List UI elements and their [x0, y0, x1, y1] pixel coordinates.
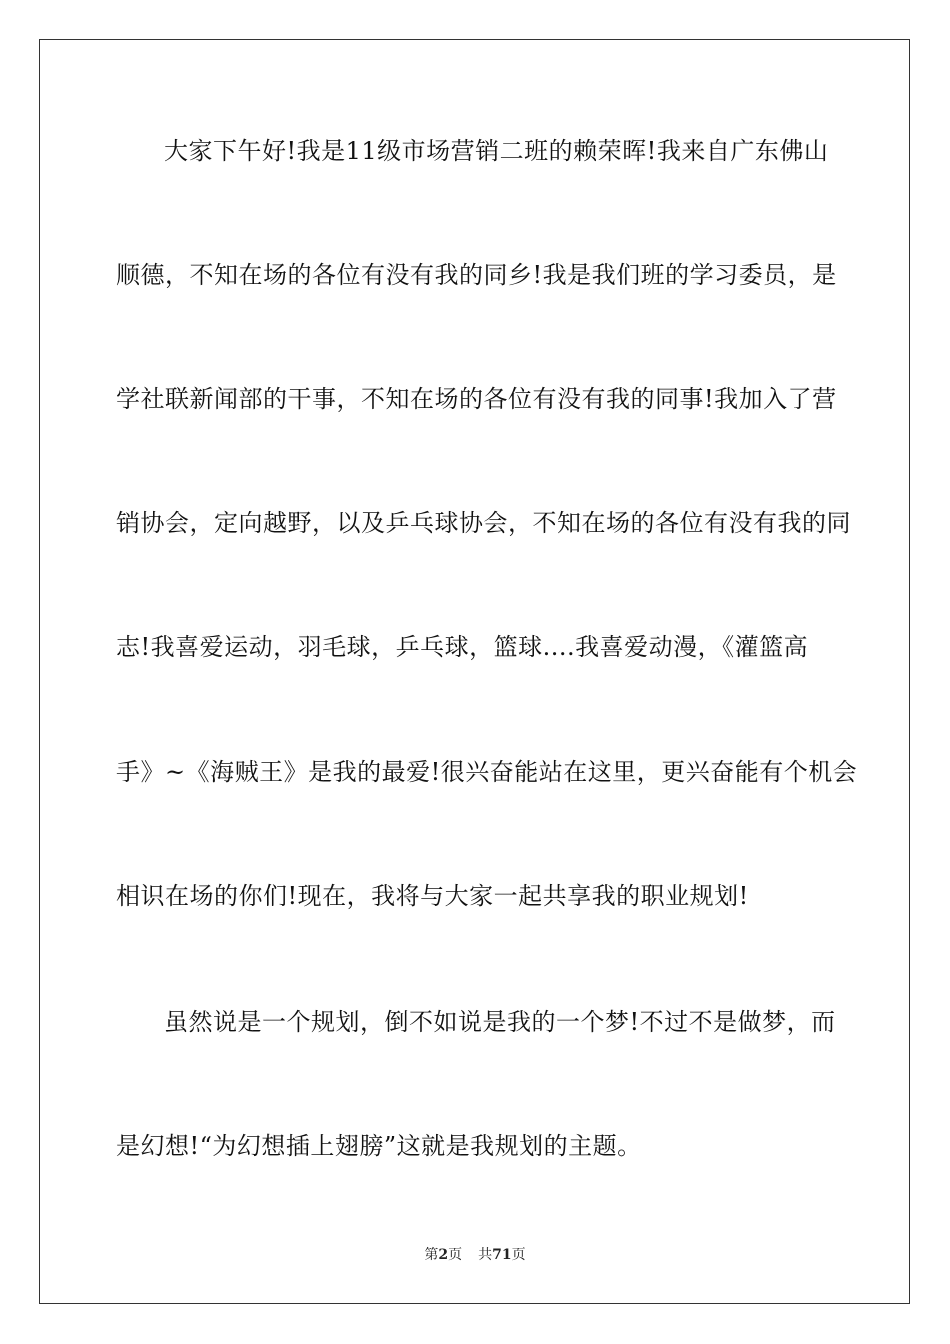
total-page-count: 71 [492, 1247, 512, 1263]
page-border [39, 39, 910, 1304]
paragraph-1-line-7: 相识在场的你们!现在，我将与大家一起共享我的职业规划! [116, 882, 749, 910]
paragraph-1-line-5: 志!我喜爱运动，羽毛球，乒乓球，篮球....我喜爱动漫，《灌篮高 [116, 633, 809, 661]
page-suffix: 页 [448, 1247, 463, 1263]
paragraph-2-line-2: 是幻想!“为幻想插上翅膀”这就是我规划的主题。 [116, 1132, 642, 1160]
current-page-number: 2 [438, 1247, 449, 1263]
paragraph-1-line-6: 手》~《海贼王》是我的最爱!很兴奋能站在这里，更兴奋能有个机会 [116, 758, 858, 786]
page-footer [0, 1246, 950, 1264]
paragraph-1-line-3: 学社联新闻部的干事，不知在场的各位有没有我的同事!我加入了营 [116, 385, 837, 413]
page-prefix: 第 [424, 1247, 439, 1263]
paragraph-1-line-2: 顺德，不知在场的各位有没有我的同乡!我是我们班的学习委员，是 [116, 261, 837, 289]
total-prefix: 共 [478, 1247, 493, 1263]
paragraph-1-line-1: 大家下午好!我是11级市场营销二班的赖荣晖!我来自广东佛山 [164, 137, 829, 165]
total-suffix: 页 [511, 1247, 526, 1263]
paragraph-1-line-4: 销协会，定向越野，以及乒乓球协会，不知在场的各位有没有我的同 [116, 509, 851, 537]
paragraph-2-line-1: 虽然说是一个规划，倒不如说是我的一个梦!不过不是做梦，而 [164, 1008, 836, 1036]
